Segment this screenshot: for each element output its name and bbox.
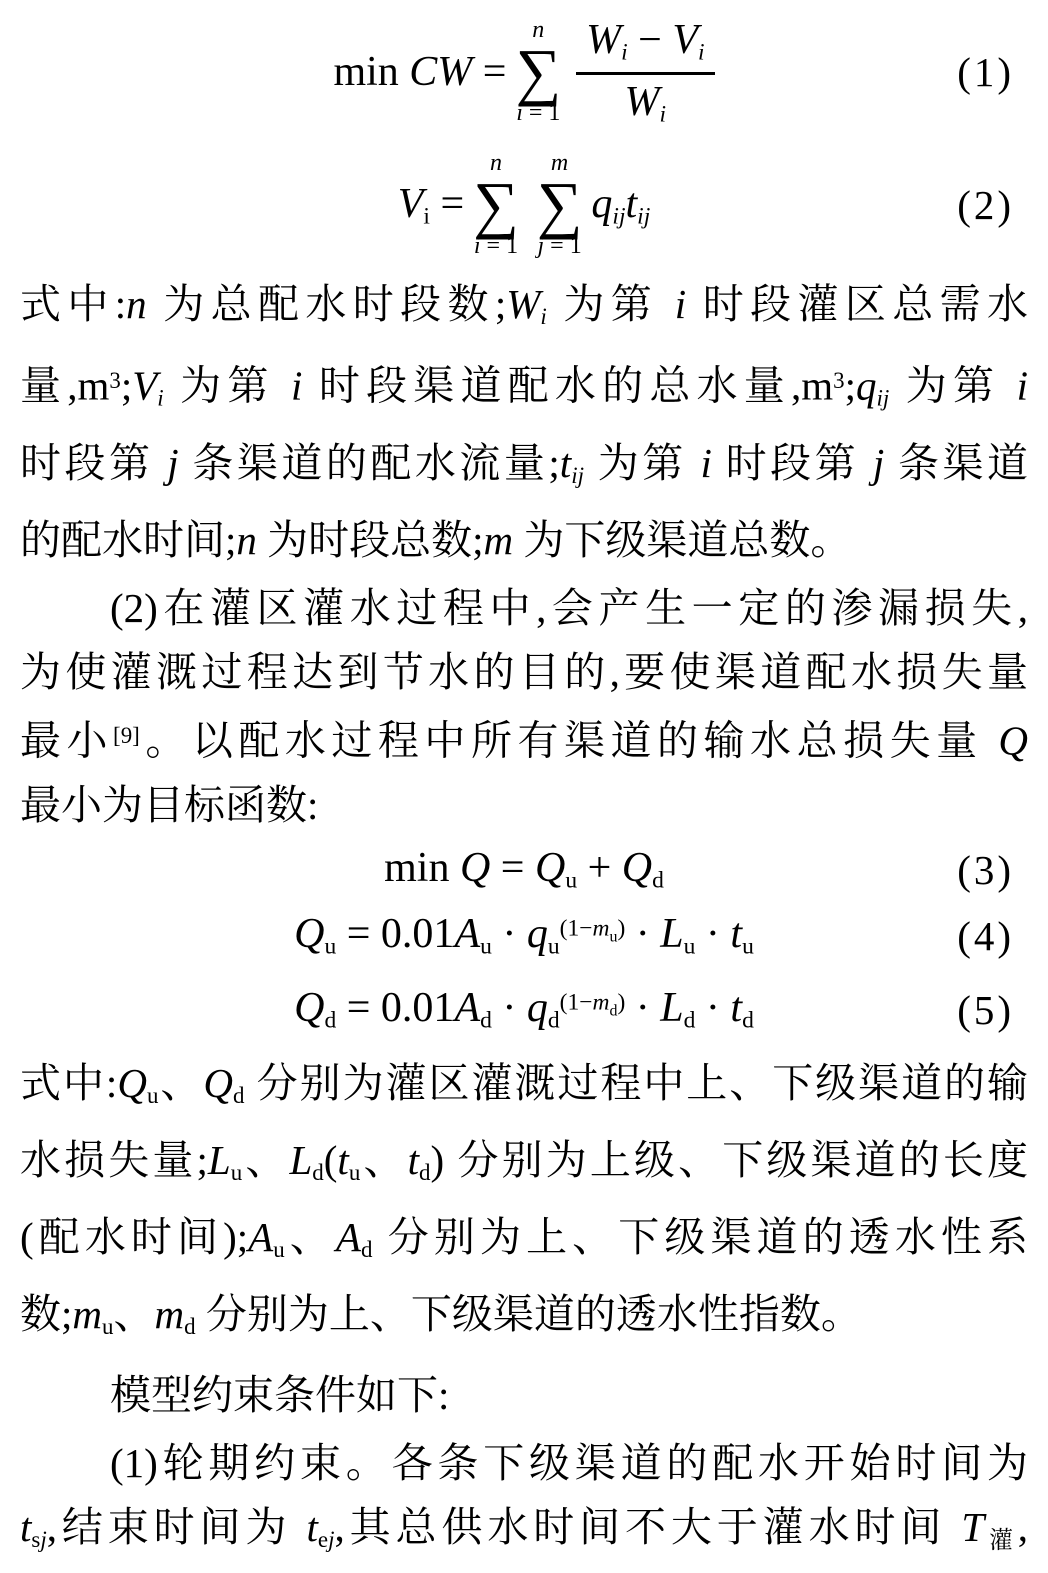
text-run: · — [491, 985, 527, 1032]
text-run: A — [454, 985, 481, 1032]
sum-upper-limit: n — [489, 150, 502, 177]
text-line — [20, 349, 1028, 431]
text-run: (1)轮期约束。各条下级渠道的配水开始时间为 — [110, 1440, 1028, 1487]
equation-2-body — [398, 150, 650, 259]
text-run: t — [559, 439, 572, 486]
text-line — [20, 272, 1028, 349]
text-run: q — [526, 911, 548, 958]
text-run: ij — [876, 385, 890, 411]
text-run: ij — [571, 463, 584, 489]
text-run: u — [742, 933, 754, 960]
text-run: = 1 — [522, 100, 561, 127]
text-run: 为总配水时段数; — [146, 281, 507, 327]
text-run: W — [506, 281, 541, 327]
text-run: Q — [459, 845, 491, 892]
text-run: i — [291, 362, 303, 409]
text-run: d — [480, 1007, 492, 1034]
text-run: u — [547, 933, 560, 960]
paragraph-variable-definitions-2 — [20, 1051, 1028, 1360]
text-run: t — [306, 1504, 318, 1551]
text-run: u — [609, 929, 618, 947]
sigma-icon: ∑ — [473, 168, 519, 240]
text-run: u — [565, 867, 578, 894]
text-run: d — [547, 1007, 560, 1034]
text-run: min — [333, 49, 410, 95]
text-run: 式中: — [20, 281, 127, 327]
text-run: 为下级渠道总数。 — [513, 517, 852, 564]
text-run: W — [624, 78, 660, 125]
text-run: i — [700, 439, 712, 486]
text-run: i — [674, 281, 687, 327]
text-run: CW — [409, 49, 473, 95]
text-run: min — [384, 845, 460, 892]
text-run: ) 分别为上级、下级渠道的长度 — [430, 1136, 1029, 1183]
sum-upper-limit: m — [550, 150, 569, 177]
text-line — [20, 431, 1028, 508]
text-run: = — [429, 180, 465, 227]
text-line — [20, 1495, 1028, 1573]
text-run: 3 — [833, 368, 845, 394]
text-run: t — [625, 180, 638, 227]
text-run: 分别为上、下级渠道的透水性指数。 — [195, 1291, 862, 1338]
text-run: u — [102, 1314, 114, 1340]
equation-number: (4) — [957, 912, 1014, 959]
text-run: m — [592, 989, 610, 1016]
equation-number: (1) — [957, 49, 1014, 95]
text-run: L — [207, 1136, 231, 1183]
text-run: (配水时间); — [20, 1213, 249, 1260]
text-run: 式中: — [20, 1059, 118, 1106]
text-run: i — [473, 233, 481, 260]
text-run: 为第 — [583, 439, 701, 486]
paragraph-rotation-constraint — [20, 1431, 1028, 1573]
text-run: 3 — [109, 368, 121, 394]
fraction — [576, 16, 714, 128]
equation-1-body — [333, 16, 714, 128]
text-run: m — [72, 1291, 103, 1338]
text-run: 最小为目标函数: — [20, 781, 319, 828]
text-run: u — [146, 1082, 159, 1108]
text-run: · — [491, 911, 527, 958]
text-run: Q — [117, 1059, 147, 1106]
text-run: t — [20, 1504, 32, 1551]
text-run: 、 — [284, 1213, 336, 1260]
text-run: ) — [617, 989, 626, 1016]
text-run: Q — [621, 845, 653, 892]
text-run: q — [591, 180, 613, 227]
text-run: j — [328, 1527, 335, 1553]
text-run: j — [537, 233, 545, 260]
text-run: d — [232, 1082, 245, 1108]
text-run: i — [157, 385, 164, 411]
text-run: 为时段总数; — [256, 517, 484, 564]
text-run: n — [126, 281, 147, 327]
text-run: ,结束时间为 — [46, 1504, 307, 1551]
text-run: i — [621, 39, 628, 66]
sigma-icon: ∑ — [536, 168, 583, 240]
text-run: 的配水时间; — [20, 517, 237, 564]
text-run: q — [856, 362, 877, 409]
equation-3-body — [384, 844, 664, 894]
text-run: d — [742, 1007, 754, 1034]
text-run: 、 — [113, 1291, 155, 1338]
text-run: i — [540, 304, 547, 330]
text-run: i — [423, 203, 430, 230]
text-line — [20, 704, 1028, 772]
text-line — [20, 1051, 1028, 1128]
sigma-icon: ∑ — [515, 35, 562, 107]
text-run: ; — [844, 362, 857, 409]
text-run: · — [695, 985, 731, 1032]
text-run: · — [695, 911, 731, 958]
text-run: 时段灌区总需水 — [686, 281, 1029, 327]
text-run: i — [698, 39, 705, 66]
text-run: 分别为灌区灌溉过程中上、下级渠道的输 — [244, 1059, 1029, 1106]
text-run: d — [652, 867, 664, 894]
equation-4-body — [294, 910, 754, 960]
text-run: Q — [998, 717, 1029, 764]
text-run: 为第 — [546, 281, 675, 327]
text-run: 、 — [242, 1136, 290, 1183]
text-line — [20, 508, 1028, 572]
text-run: j — [40, 1527, 47, 1553]
text-run: i — [516, 100, 523, 127]
text-run: W — [586, 17, 622, 64]
text-run: 时段第 — [20, 439, 168, 486]
text-line — [20, 1205, 1028, 1282]
text-run: 。以配水过程中所有渠道的输水总损失量 — [139, 717, 999, 764]
text-run: V — [132, 362, 158, 409]
text-run: t — [337, 1136, 349, 1183]
text-run: t — [730, 911, 743, 958]
text-run: ( — [323, 1136, 338, 1183]
text-run: L — [660, 985, 684, 1032]
text-run: Q — [294, 911, 325, 958]
text-run: m — [592, 915, 610, 942]
text-run: + — [577, 845, 622, 892]
text-line — [20, 1431, 1028, 1495]
sum-lower-limit — [474, 233, 518, 259]
sum-operator — [537, 150, 583, 259]
text-run: 数; — [20, 1291, 73, 1338]
text-run: = — [490, 845, 535, 892]
text-run: − — [627, 17, 673, 64]
text-run: m — [483, 517, 514, 564]
sum-lower-limit — [516, 100, 560, 126]
text-run: 为第 — [889, 362, 1017, 409]
text-run: d — [312, 1159, 324, 1185]
sum-operator — [515, 17, 561, 126]
paragraph-constraints-heading — [20, 1363, 1028, 1427]
equation-2-lhs — [398, 180, 464, 230]
text-run: d — [324, 1007, 337, 1034]
text-run: Q — [203, 1059, 233, 1106]
text-run: A — [248, 1213, 274, 1260]
text-run: 模型约束条件如下: — [110, 1372, 450, 1419]
fraction-denominator — [576, 72, 714, 128]
text-run: u — [324, 933, 337, 960]
text-line — [20, 1282, 1028, 1359]
text-run: s — [31, 1527, 41, 1553]
text-run: = 1 — [480, 233, 519, 260]
text-run: d — [418, 1159, 431, 1185]
text-run: t — [730, 985, 743, 1032]
text-run: q — [526, 985, 548, 1032]
text-run: ) — [617, 915, 626, 942]
text-run: T — [961, 1504, 985, 1551]
text-run: = 1 — [544, 233, 582, 260]
text-run: 、 — [360, 1136, 408, 1183]
text-run: Q — [294, 985, 325, 1032]
sum-upper-limit: n — [532, 17, 545, 44]
equation-1-lhs — [333, 48, 506, 96]
text-run: d — [184, 1314, 196, 1340]
paragraph-variable-definitions-1 — [20, 272, 1028, 572]
text-run: 时段渠道配水的总水量,m — [302, 362, 834, 409]
text-line — [20, 640, 1028, 704]
text-run: A — [454, 911, 481, 958]
equation-number: (3) — [957, 846, 1014, 893]
text-run: · — [625, 911, 661, 958]
text-run: 分别为上、下级渠道的透水性系 — [372, 1213, 1029, 1260]
fraction-numerator — [576, 16, 714, 71]
text-run: 灌 — [984, 1528, 1018, 1555]
text-run: ij — [612, 203, 626, 230]
text-run: A — [335, 1213, 361, 1260]
equation-3 — [20, 841, 1028, 899]
equation-2 — [20, 142, 1028, 268]
text-run: m — [154, 1291, 185, 1338]
text-run: ; — [120, 362, 133, 409]
text-run: L — [660, 911, 684, 958]
equation-1 — [20, 6, 1028, 138]
text-run: (1− — [559, 989, 593, 1016]
text-run: = — [472, 49, 507, 95]
text-run: 为第 — [163, 362, 292, 409]
text-run: · — [625, 985, 661, 1032]
text-run: , — [1017, 1504, 1029, 1551]
text-run: 水损失量; — [20, 1136, 208, 1183]
text-run: V — [397, 180, 424, 227]
text-run: i — [659, 100, 667, 127]
equation-2-rhs — [591, 180, 650, 230]
text-run: u — [230, 1159, 243, 1185]
text-run: Q — [534, 845, 566, 892]
text-line — [20, 576, 1028, 640]
text-run: L — [289, 1136, 313, 1183]
text-run: d — [360, 1237, 373, 1263]
text-run: = 0.01 — [336, 985, 455, 1032]
text-run: V — [672, 17, 698, 64]
equation-5-body — [294, 984, 754, 1034]
text-run: t — [407, 1136, 419, 1183]
text-run: 时段第 — [711, 439, 873, 486]
text-run: ij — [637, 203, 651, 230]
text-run: u — [273, 1237, 285, 1263]
text-run: e — [317, 1527, 329, 1553]
text-run: i — [1016, 362, 1029, 409]
text-run: u — [683, 933, 696, 960]
text-run: u — [348, 1159, 361, 1185]
equation-4 — [20, 899, 1028, 973]
text-line — [20, 1363, 1028, 1427]
text-run: j — [872, 439, 885, 486]
text-run: u — [480, 933, 492, 960]
text-run: 最小 — [20, 717, 114, 764]
text-line — [20, 773, 1028, 837]
text-run: (1− — [559, 915, 593, 942]
text-run: = 0.01 — [336, 911, 455, 958]
text-run: d — [683, 1007, 696, 1034]
equation-5 — [20, 973, 1028, 1047]
equation-number: (2) — [957, 182, 1014, 228]
text-run: (2)在灌区灌水过程中,会产生一定的渗漏损失, — [110, 585, 1028, 632]
sum-lower-limit — [537, 233, 581, 259]
text-run: ,其总供水时间不大于灌水时间 — [334, 1504, 962, 1551]
text-run: 量,m — [20, 362, 110, 409]
text-run: 条渠道的配水流量; — [178, 439, 560, 486]
text-run: 为使灌溉过程达到节水的目的,要使渠道配水损失量 — [20, 649, 1028, 696]
text-run: [9] — [113, 723, 140, 749]
text-line — [20, 1128, 1028, 1205]
sum-operator — [473, 150, 519, 259]
text-run: 条渠道 — [884, 439, 1029, 486]
text-run: j — [167, 439, 179, 486]
text-run: 、 — [158, 1059, 204, 1106]
text-run: d — [609, 1003, 618, 1021]
equation-number: (5) — [957, 986, 1014, 1033]
paragraph-seepage-loss — [20, 576, 1028, 836]
text-run: n — [236, 517, 257, 564]
